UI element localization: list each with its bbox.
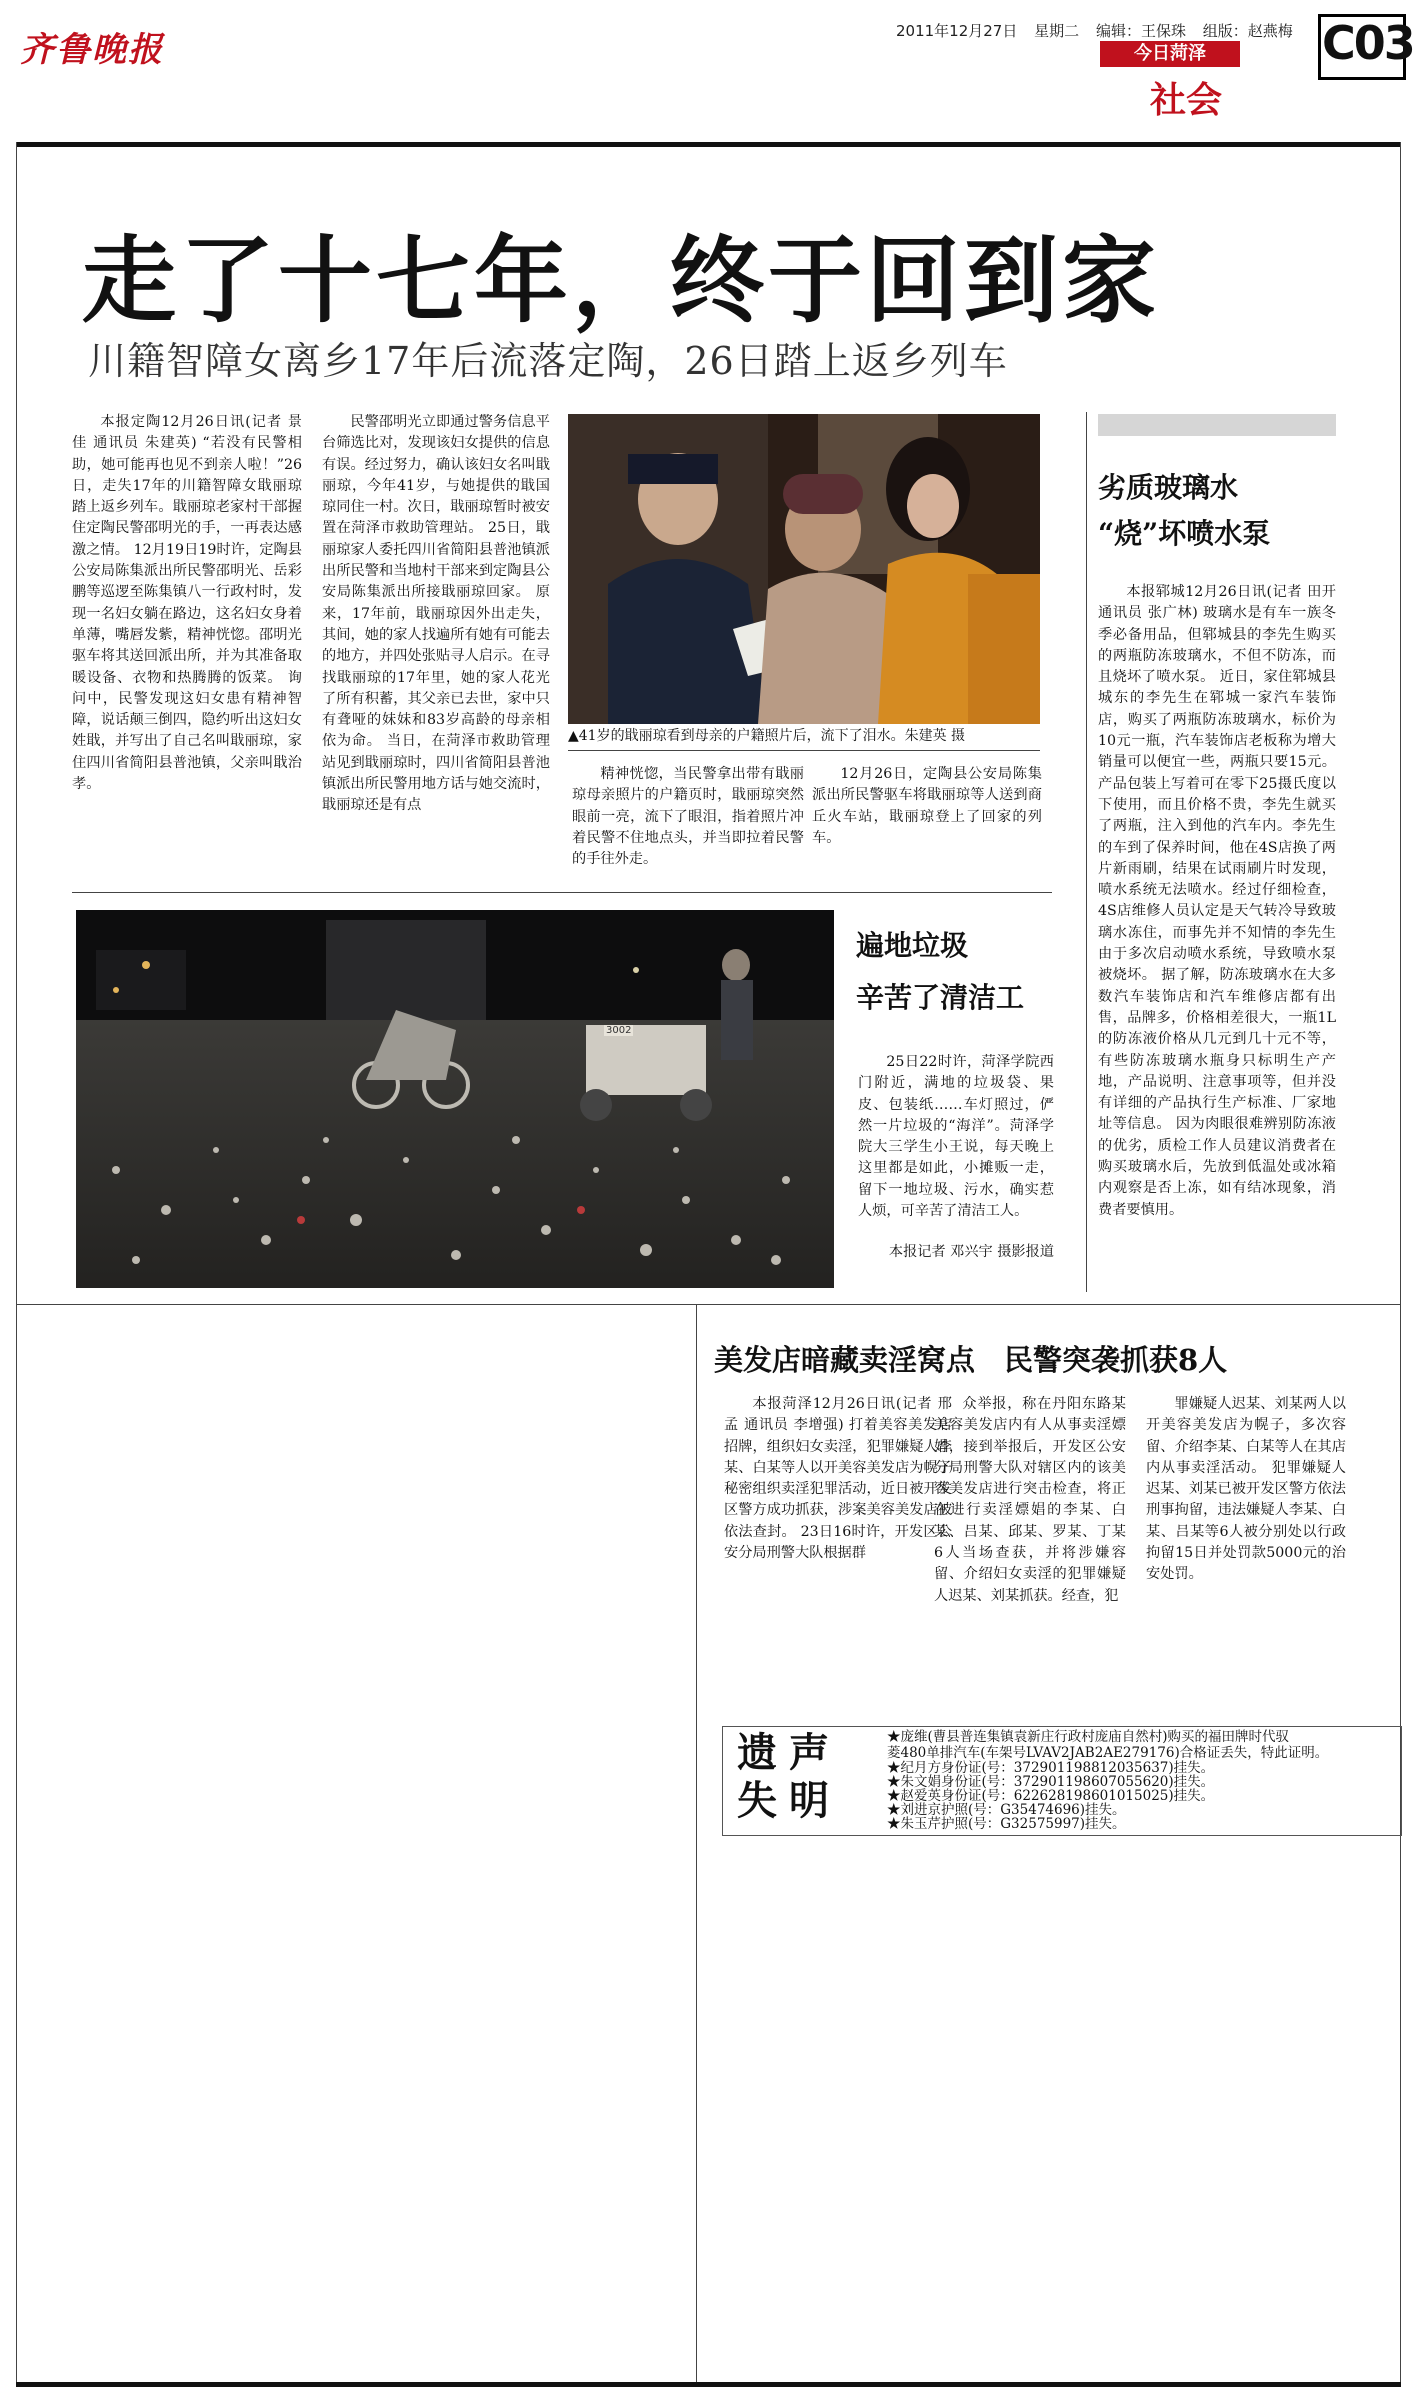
garbage-photo-art	[76, 910, 834, 1288]
lead-column-3: 精神恍惚，当民警拿出带有戢丽琼母亲照片的户籍页时，戢丽琼突然眼前一亮，流下了眼泪，指着照片冲着民警不住地点头，并当即拉着民警的手往外走。	[572, 766, 804, 868]
side-body: 本报郓城12月26日讯(记者 田开 通讯员 张广林) 玻璃水是有车一族冬季必备用品，但郓城县的李先生购买的两瓶防冻玻璃水，不但不防冻，而且烧坏了喷水泵。 近日，家住郓城县城东的李先生在郓城一家汽车装饰店，购买了两瓶防冻玻璃水，标价为10元一瓶，汽车装饰店老板称为增大销量可以便宜一些，两瓶只要15元。产品包装上写着可在零下25摄氏度以下使用，而且价格不贵，李先生就买了两瓶，注入到他的汽车内。李先生的车到了保养时间，他在4S店换了两片新雨刷，结果在试雨刷片时发现，喷水系统无法喷水。经过仔细检查，4S店维修人员认定是天气转冷导致玻璃水冻住，而事先并不知情的李先生由于多次启动喷水系统，导致喷水泵被烧坏。 据了解，防冻玻璃水在大多数汽车装饰店和汽车维修店都有出售，品牌多，价格相差很大，一瓶1L的防冻液价格从几元到几十元不等，有些防冻玻璃水瓶身只标明生产产地，产品说明、注意事项等，但并没有详细的产品执行生产标准、厂家地址等信息。 因为肉眼很难辨别防冻液的优劣，质检工作人员建议消费者在购买玻璃水后，先放到低温处或冰箱内观察是否上冻，如有结冰现象，消费者要慎用。	[1098, 584, 1336, 1218]
lead-column-1: 本报定陶12月26日讯(记者 景佳 通讯员 朱建英) “若没有民警相助，她可能再也见不到亲人啦！”26日，走失17年的川籍智障女戢丽琼踏上返乡列车。戢丽琼老家村干部握住定陶民警邵明光的手，一再表达感激之情。 12月19日19时许，定陶县公安局陈集派出所民警邵明光、岳彩鹏等巡逻至陈集镇八一行政村时，发现一名妇女躺在路边，这名妇女身着单薄，嘴唇发紫，精神恍惚。邵明光驱车将其送回派出所，并为其准备取暖设备、衣物和热腾腾的饭菜。 询问中，民警发现这妇女患有精神智障，说话颠三倒四，隐约听出这妇女姓戢，并写出了自己名叫戢丽琼，家住四川省简阳县普池镇，父亲叫戢治孝。	[72, 414, 302, 793]
bottom-rule	[16, 2382, 1401, 2387]
notice-line: ★刘进京护照(号：G35474696)挂失。	[887, 1802, 1126, 1818]
notice-title-right	[789, 1729, 837, 1825]
side-column-rule	[1086, 412, 1087, 1292]
edition-badge: 今日菏泽	[1100, 41, 1240, 67]
notice-title-char-4: 明	[789, 1777, 833, 1824]
notice-line: ★纪月方身份证(号：372901198812035637)挂失。	[887, 1760, 1215, 1776]
lower-left-blank-rule	[696, 1304, 697, 2382]
salon-column-1: 本报菏泽12月26日讯(记者 邢孟 通讯员 李增强) 打着美容美发店招牌，组织妇女卖淫，犯罪嫌疑人李某、白某等人以开美容美发店为幌子秘密组织卖淫犯罪活动，近日被开发区警方成功抓获，涉案美容美发店被依法查封。 23日16时许，开发区公安分局刑警大队根据群	[724, 1396, 952, 1562]
lead-subheadline: 川籍智障女离乡17年后流落定陶，26日踏上返乡列车	[88, 339, 1008, 383]
editor-credit: 编辑：王保珠	[1095, 22, 1186, 40]
side-headline-line-2: “烧”坏喷水泵	[1098, 517, 1271, 550]
side-grey-bar	[1098, 414, 1336, 436]
issue-meta	[896, 20, 1305, 41]
lead-column-2: 民警邵明光立即通过警务信息平台筛选比对，发现该妇女提供的信息有误。经过努力，确认该妇女名叫戢丽琼，今年41岁，与她提供的戢国琼同住一村。次日，戢丽琼暂时被安置在菏泽市救助管理站。 25日，戢丽琼家人委托四川省简阳县普池镇派出所民警和当地村干部来到定陶县公安局陈集派出所接戢丽琼回家。 原来，17年前，戢丽琼因外出走失，其间，她的家人找遍所有她有可能去的地方，并四处张贴寻人启示。在寻找戢丽琼的17年里，她的家人花光了所有积蓄，其父亲已去世，家中只有聋哑的妹妹和83岁高龄的母亲相依为命。 当日，在菏泽市救助管理站见到戢丽琼时，四川省简阳县普池镇派出所民警用地方话与她交流时，戢丽琼还是有点	[322, 414, 550, 814]
notice-line: ★赵爱英身份证(号：622628198601015025)挂失。	[887, 1788, 1215, 1804]
notice-title-char-3: 声	[789, 1729, 833, 1776]
salon-headline: 美发店暗藏卖淫窝点 民警突袭抓获8人	[714, 1343, 1228, 1377]
newspaper-logo: 齐鲁晚报	[20, 30, 164, 70]
right-frame-rule	[1400, 142, 1401, 2382]
side-headline-line-1: 劣质玻璃水	[1098, 471, 1239, 504]
garbage-headline-line-1: 遍地垃圾	[856, 929, 969, 962]
notice-title-left	[737, 1729, 785, 1825]
lower-section-rule	[16, 1304, 1400, 1305]
notice-line: ★朱文娟身份证(号：372901198607055620)挂失。	[887, 1774, 1215, 1790]
notice-list	[887, 1729, 1395, 1831]
salon-column-2: 众举报，称在丹阳东路某美容美发店内有人从事卖淫嫖娼，接到举报后，开发区公安分局刑警大队对辖区内的该美容美发店进行突击检查，将正在进行卖淫嫖娼的李某、白某、吕某、邱某、罗某、丁某6人当场查获，并将涉嫌容留、介绍妇女卖淫的犯罪嫌疑人迟某、刘某抓获。经查，犯	[934, 1396, 1126, 1604]
lead-column-4: 12月26日，定陶县公安局陈集派出所民警驱车将戢丽琼等人送到商丘火车站，戢丽琼登上了回家的列车。	[812, 766, 1042, 846]
lead-photo-art	[568, 414, 1040, 724]
section-label: 社会	[1150, 79, 1223, 121]
garbage-byline: 本报记者 邓兴宇 摄影报道	[888, 1244, 1054, 1260]
lead-photo	[568, 414, 1040, 724]
left-frame-rule	[16, 142, 17, 2382]
issue-date: 2011年12月27日	[896, 22, 1018, 40]
notice-line: ★庞维(曹县普连集镇袁新庄行政村庞庙自然村)购买的福田牌时代驭	[887, 1729, 1290, 1745]
garbage-headline-line-2: 辛苦了清洁工	[856, 981, 1025, 1014]
layout-credit: 组版：赵燕梅	[1202, 22, 1293, 40]
lead-photo-caption: ▲41岁的戢丽琼看到母亲的户籍照片后，流下了泪水。朱建英 摄	[568, 728, 966, 744]
page-number: C03	[1322, 16, 1414, 70]
notice-line: 菱480单排汽车(车架号LVAV2JAB2AE279176)合格证丢失，特此证明。	[887, 1745, 1329, 1761]
notice-title-char-1: 遗	[737, 1729, 781, 1776]
garbage-photo	[76, 910, 834, 1288]
caption-rule	[568, 750, 1040, 751]
cart-plate-text: 3002	[606, 1025, 632, 1036]
lead-headline: 走了十七年，终于回到家	[82, 227, 1161, 336]
notice-box	[722, 1726, 1402, 1836]
issue-weekday: 星期二	[1034, 22, 1080, 40]
notice-title-char-2: 失	[737, 1777, 781, 1824]
side-headline	[1098, 465, 1338, 557]
top-rule	[16, 142, 1401, 147]
garbage-body: 25日22时许，菏泽学院西门附近，满地的垃圾袋、果皮、包装纸……车灯照过，俨然一片垃圾的“海洋”。菏泽学院大三学生小王说，每天晚上这里都是如此，小摊贩一走，留下一地垃圾、污水，确实惹人烦，可辛苦了清洁工人。	[858, 1054, 1054, 1220]
lead-bottom-rule	[72, 892, 1052, 893]
salon-column-3: 罪嫌疑人迟某、刘某两人以开美容美发店为幌子，多次容留、介绍李某、白某等人在其店内从事卖淫活动。 犯罪嫌疑人迟某、刘某已被开发区警方依法刑事拘留，违法嫌疑人李某、白某、吕某等6人被分别处以行政拘留15日并处罚款5000元的治安处罚。	[1146, 1396, 1346, 1583]
notice-line: ★朱玉芹护照(号：G32575997)挂失。	[887, 1816, 1126, 1831]
garbage-headline	[856, 920, 1056, 1024]
